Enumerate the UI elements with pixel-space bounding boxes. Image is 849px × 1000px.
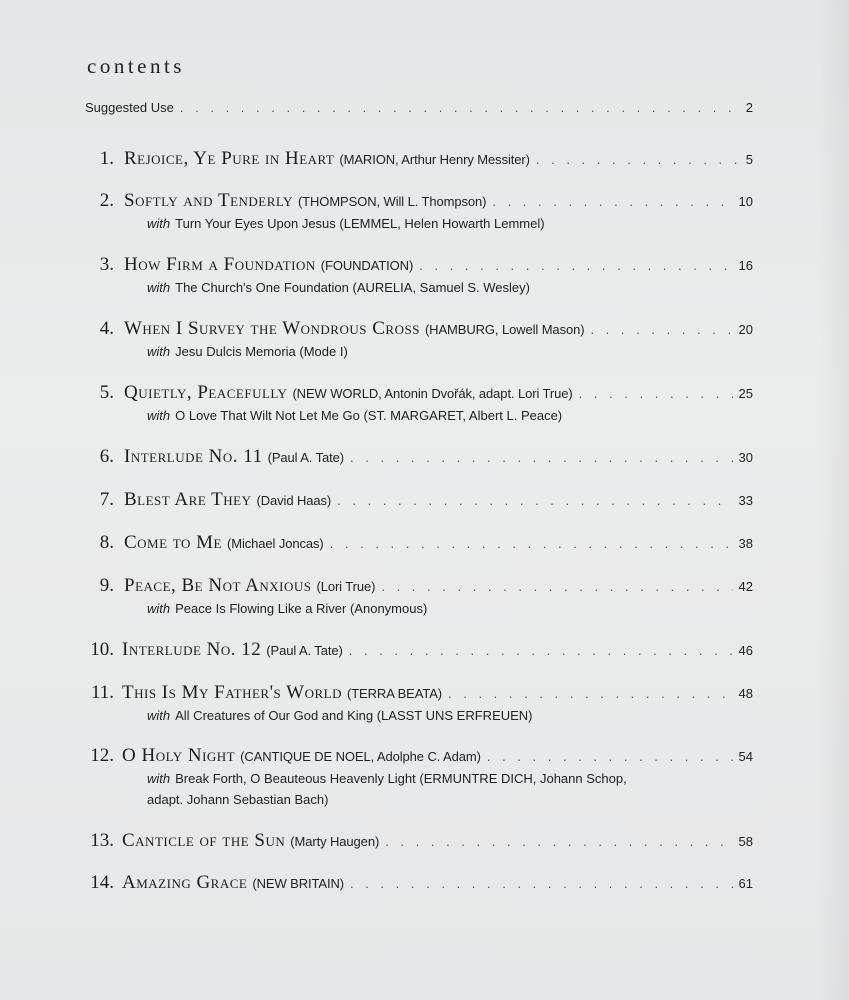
entry-line <box>124 382 753 404</box>
leader-dots <box>381 579 732 594</box>
entry-title: O Holy Night <box>122 745 236 766</box>
with-label: with <box>147 708 171 723</box>
entry-line <box>124 318 753 340</box>
suggested-use-page: 2 <box>745 100 753 115</box>
suggested-use-label: Suggested Use <box>85 100 174 115</box>
entry-title: Quietly, Peacefully <box>124 382 288 403</box>
entry-title: Blest Are They <box>124 489 252 510</box>
entry-title: Peace, Be Not Anxious <box>124 575 312 596</box>
entry-title: Amazing Grace <box>122 872 248 893</box>
entry-page-number: 48 <box>738 686 753 701</box>
entry-page-number: 20 <box>738 322 753 337</box>
entry-tune-credit: (FOUNDATION) <box>320 258 414 273</box>
entry-number: 5. <box>99 382 114 403</box>
entry-tune-credit: (Paul A. Tate) <box>267 450 344 465</box>
entry-page-number: 25 <box>738 386 753 401</box>
entry-line <box>124 254 753 276</box>
entry-tune-credit: (David Haas) <box>256 493 332 508</box>
with-label: with <box>147 601 171 616</box>
entry-title: Interlude No. 11 <box>124 446 263 467</box>
entry-page-number: 30 <box>738 450 753 465</box>
leader-dots <box>385 834 732 849</box>
entry-tune-credit: (NEW WORLD, Antonin Dvořák, adapt. Lori True) <box>292 386 573 401</box>
with-text: The Church's One Foundation (AURELIA, Samuel S. Wesley) <box>175 280 530 295</box>
with-text: O Love That Wilt Not Let Me Go (ST. MARGARET, Albert L. Peace) <box>175 408 563 423</box>
entry-line <box>122 682 753 704</box>
entry-title: When I Survey the Wondrous Cross <box>124 318 420 339</box>
entry-tune-credit: (NEW BRITAIN) <box>252 876 344 891</box>
entry-number: 13. <box>90 830 114 851</box>
entry-tune-credit: (Michael Joncas) <box>227 536 324 551</box>
entry-number: 2. <box>99 190 114 211</box>
entry-title: Softly and Tenderly <box>124 190 293 211</box>
with-label: with <box>147 344 171 359</box>
leader-dots <box>330 536 733 551</box>
entry-number: 8. <box>99 532 114 553</box>
entry-number: 10. <box>90 639 114 660</box>
entry-line <box>124 148 753 170</box>
entry-page-number: 33 <box>738 493 753 508</box>
entry-line <box>124 532 753 554</box>
entry-tune-credit: (Lori True) <box>316 579 376 594</box>
entry-title: How Firm a Foundation <box>124 254 316 275</box>
entry-with-line <box>147 344 348 359</box>
leader-dots <box>350 876 733 891</box>
entry-page-number: 38 <box>738 536 753 551</box>
entry-tune-credit: (THOMPSON, Will L. Thompson) <box>297 194 487 209</box>
contents-heading: contents <box>87 54 185 78</box>
entry-line <box>122 830 753 852</box>
suggested-use-entry <box>85 100 753 120</box>
leader-dots <box>579 386 733 401</box>
with-text: Jesu Dulcis Memoria (Mode I) <box>175 344 348 359</box>
leader-dots <box>337 493 732 508</box>
with-text: All Creatures of Our God and King (LASST UNS ERFREUEN) <box>175 708 533 723</box>
with-text: Turn Your Eyes Upon Jesus (LEMMEL, Helen Howarth Lemmel) <box>175 216 545 231</box>
leader-dots <box>487 749 733 764</box>
leader-dots <box>536 152 740 167</box>
entry-page-number: 46 <box>738 643 753 658</box>
with-label: with <box>147 280 171 295</box>
entry-number: 11. <box>90 682 114 703</box>
entry-with-line <box>147 408 562 423</box>
entry-page-number: 42 <box>738 579 753 594</box>
entry-with-line <box>147 280 530 295</box>
entry-tune-credit: (TERRA BEATA) <box>346 686 442 701</box>
entry-page-number: 61 <box>738 876 753 891</box>
with-label: with <box>147 216 171 231</box>
entry-with-line-continued: adapt. Johann Sebastian Bach) <box>147 792 329 807</box>
with-label: with <box>147 408 171 423</box>
leader-dots <box>492 194 732 209</box>
entry-number: 7. <box>99 489 114 510</box>
entry-line <box>122 639 753 661</box>
entry-number: 9. <box>99 575 114 596</box>
with-label: with <box>147 771 171 786</box>
entry-line <box>124 575 753 597</box>
leader-dots <box>590 322 732 337</box>
entry-page-number: 10 <box>738 194 753 209</box>
leader-dots <box>180 100 740 115</box>
entry-with-line <box>147 601 427 616</box>
entry-tune-credit: (MARION, Arthur Henry Messiter) <box>339 152 530 167</box>
entry-with-line <box>147 216 545 231</box>
entry-number: 14. <box>90 872 114 893</box>
leader-dots <box>349 643 733 658</box>
entry-title: Interlude No. 12 <box>122 639 262 660</box>
leader-dots <box>350 450 733 465</box>
entry-page-number: 54 <box>738 749 753 764</box>
entry-number: 3. <box>99 254 114 275</box>
entry-page-number: 58 <box>738 834 753 849</box>
entry-with-line <box>147 708 533 723</box>
entry-tune-credit: (CANTIQUE DE NOEL, Adolphe C. Adam) <box>240 749 481 764</box>
with-text: Peace Is Flowing Like a River (Anonymous) <box>175 601 428 616</box>
entry-tune-credit: (Marty Haugen) <box>290 834 380 849</box>
entry-title: This Is My Father's World <box>122 682 342 703</box>
entry-number: 6. <box>99 446 114 467</box>
entry-page-number: 5 <box>745 152 753 167</box>
with-text: Break Forth, O Beauteous Heavenly Light (ERMUNTRE DICH, Johann Schop, <box>175 771 627 786</box>
page-edge-shadow <box>819 0 849 1000</box>
entry-line <box>124 446 753 468</box>
entry-page-number: 16 <box>738 258 753 273</box>
entry-line <box>124 190 753 212</box>
entry-title: Come to Me <box>124 532 222 553</box>
leader-dots <box>448 686 733 701</box>
entry-number: 4. <box>99 318 114 339</box>
entry-number: 12. <box>90 745 114 766</box>
entry-title: Rejoice, Ye Pure in Heart <box>124 148 335 169</box>
entry-tune-credit: (Paul A. Tate) <box>266 643 343 658</box>
entry-line <box>122 872 753 894</box>
entry-number: 1. <box>99 148 114 169</box>
entry-line <box>122 745 753 767</box>
leader-dots <box>419 258 732 273</box>
entry-tune-credit: (HAMBURG, Lowell Mason) <box>424 322 585 337</box>
entry-line <box>124 489 753 511</box>
entry-title: Canticle of the Sun <box>122 830 286 851</box>
entry-with-line <box>147 771 627 786</box>
